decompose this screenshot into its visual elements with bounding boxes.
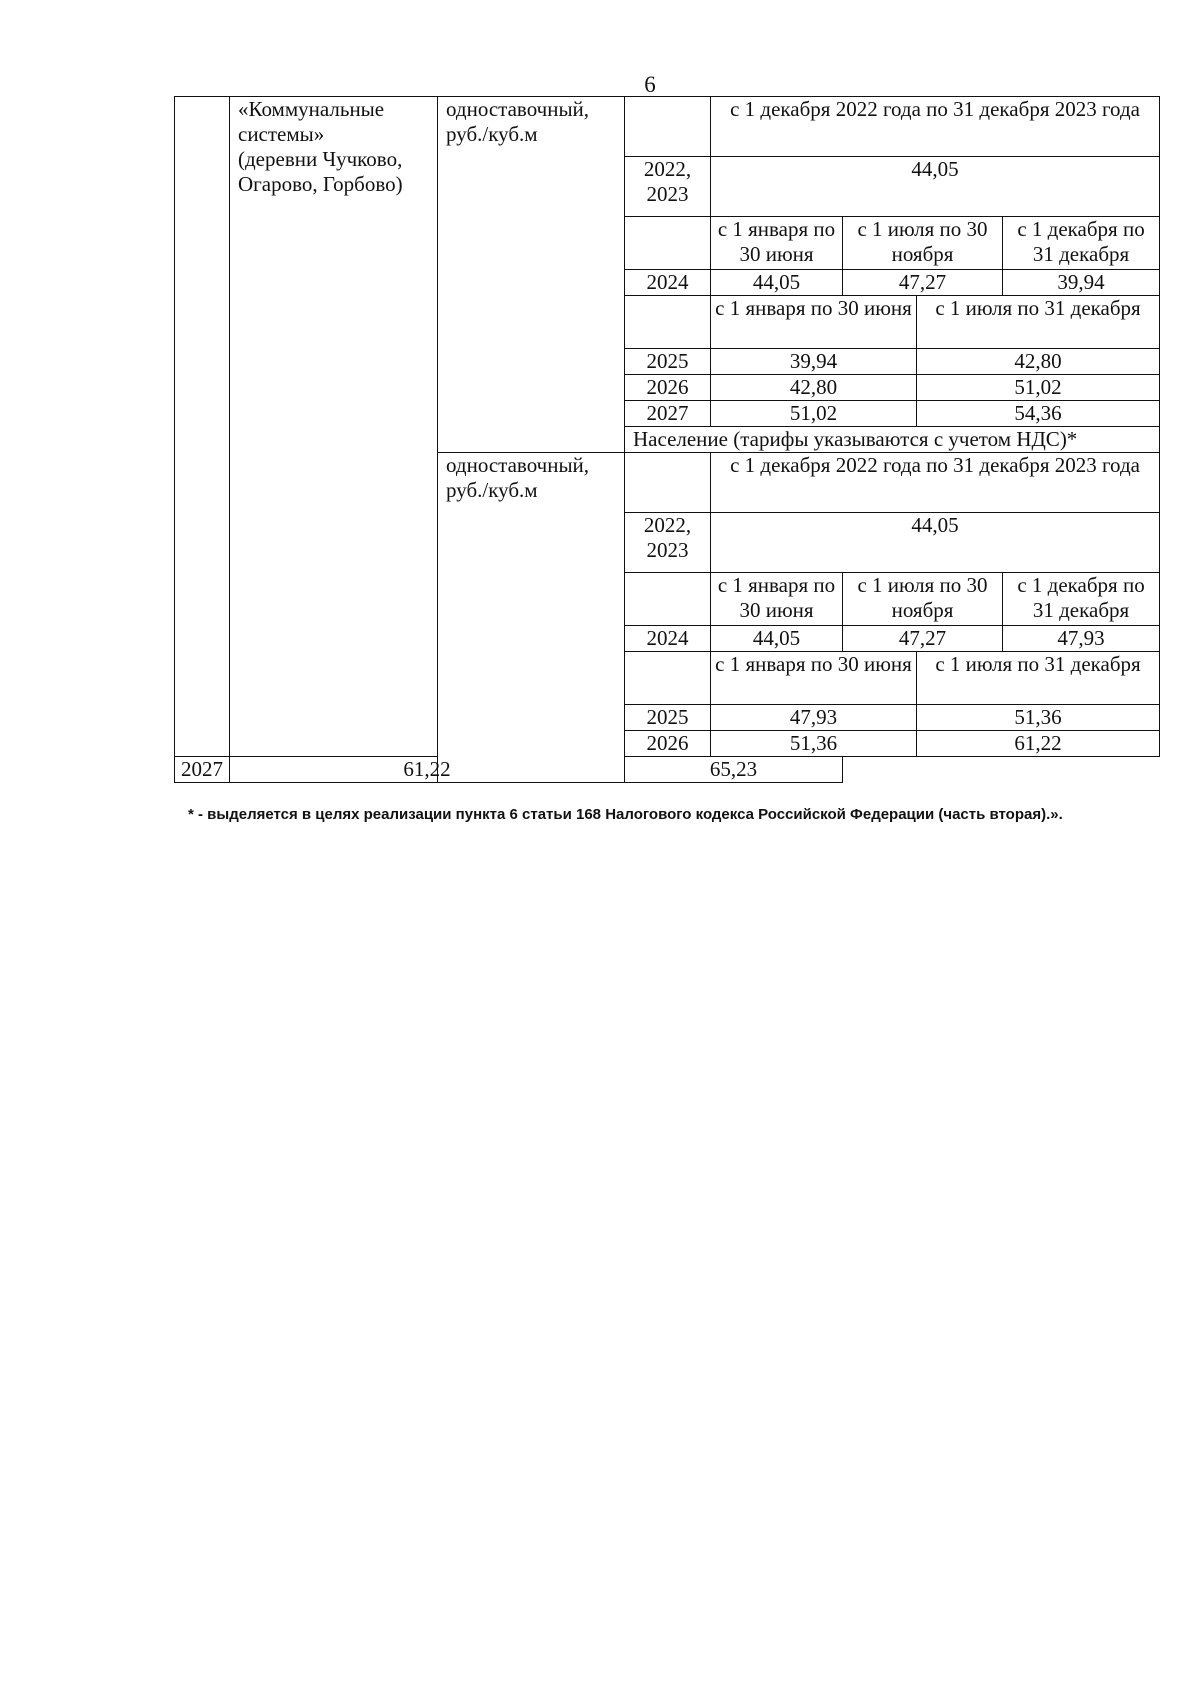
page-number: 6 [644, 72, 656, 97]
period-header: с 1 июля по 31 декабря [917, 296, 1160, 349]
value-cell: 42,80 [711, 375, 917, 401]
year-cell: 2027 [175, 757, 230, 783]
year-cell [625, 97, 711, 157]
value-cell: 51,02 [917, 375, 1160, 401]
population-header: Население (тарифы указываются с учетом НДС)* [625, 427, 1160, 453]
period-header: с 1 июля по 30 ноября [843, 573, 1003, 626]
value-cell: 44,05 [711, 270, 843, 296]
value-cell: 39,94 [711, 349, 917, 375]
period-header: с 1 декабря 2022 года по 31 декабря 2023 года [711, 97, 1160, 157]
period-header: с 1 января по 30 июня [711, 652, 917, 705]
period-header: с 1 декабря по 31 декабря [1003, 573, 1160, 626]
period-header: с 1 декабря по 31 декабря [1003, 217, 1160, 270]
year-cell [625, 296, 711, 349]
value-cell: 47,27 [843, 270, 1003, 296]
value-cell: 51,02 [711, 401, 917, 427]
number-cell [175, 97, 230, 757]
organization-name: «Коммунальные системы» [238, 97, 385, 146]
period-header: с 1 декабря 2022 года по 31 декабря 2023 года [711, 453, 1160, 513]
period-header: с 1 января по 30 июня [711, 217, 843, 270]
year-cell [625, 453, 711, 513]
period-header: с 1 января по 30 июня [711, 296, 917, 349]
tariff-type-cell: одноставочный, руб./куб.м [438, 97, 625, 453]
organization-villages: (деревни Чучково, Огарово, Горбово) [238, 147, 403, 196]
value-cell: 47,93 [1003, 626, 1160, 652]
value-cell: 44,05 [711, 157, 1160, 217]
value-cell: 42,80 [917, 349, 1160, 375]
period-header: с 1 июля по 30 ноября [843, 217, 1003, 270]
year-cell: 2026 [625, 731, 711, 757]
period-header: с 1 июля по 31 декабря [917, 652, 1160, 705]
year-cell: 2026 [625, 375, 711, 401]
period-header: с 1 января по 30 июня [711, 573, 843, 626]
value-cell: 44,05 [711, 513, 1160, 573]
tariff-type-cell: одноставочный, руб./куб.м [438, 453, 625, 783]
value-cell: 65,23 [625, 757, 843, 783]
value-cell: 47,27 [843, 626, 1003, 652]
year-cell: 2022, 2023 [625, 157, 711, 217]
year-cell [625, 573, 711, 626]
tariff-table [174, 96, 1160, 783]
year-cell: 2024 [625, 270, 711, 296]
year-cell: 2022, 2023 [625, 513, 711, 573]
value-cell: 39,94 [1003, 270, 1160, 296]
value-cell: 61,22 [917, 731, 1160, 757]
year-cell: 2024 [625, 626, 711, 652]
year-cell [625, 217, 711, 270]
year-cell: 2025 [625, 705, 711, 731]
value-cell: 54,36 [917, 401, 1160, 427]
year-cell: 2025 [625, 349, 711, 375]
value-cell: 51,36 [917, 705, 1160, 731]
value-cell: 47,93 [711, 705, 917, 731]
year-cell [625, 652, 711, 705]
table-row [175, 757, 1160, 783]
value-cell: 61,22 [230, 757, 625, 783]
year-cell: 2027 [625, 401, 711, 427]
table-row [175, 97, 1160, 157]
organization-cell [230, 97, 438, 757]
value-cell: 51,36 [711, 731, 917, 757]
footnote: * - выделяется в целях реализации пункта 6 статьи 168 Налогового кодекса Российской Федерации (часть вторая).». [188, 806, 1063, 823]
value-cell: 44,05 [711, 626, 843, 652]
